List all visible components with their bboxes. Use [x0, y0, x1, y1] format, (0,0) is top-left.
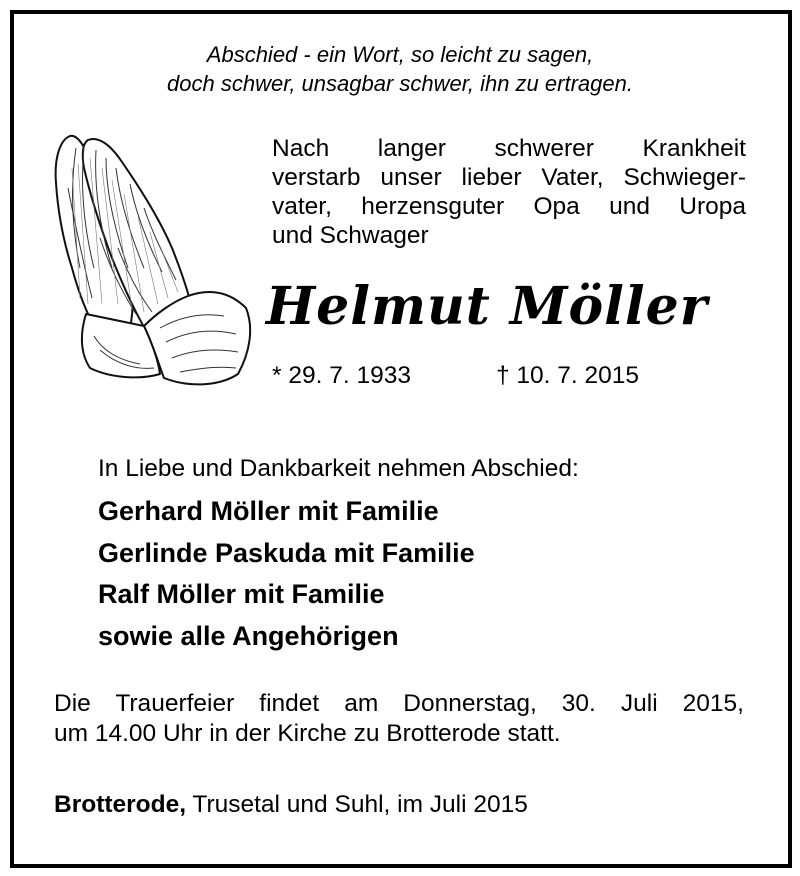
motto-line-2: doch schwer, unsagbar schwer, ihn zu ertragen. [167, 71, 633, 96]
motto-line-1: Abschied - ein Wort, so leicht zu sagen, [206, 42, 594, 67]
mourners-heading: In Liebe und Dankbarkeit nehmen Abschied: [98, 455, 579, 482]
service-line-2: um 14.00 Uhr in der Kirche zu Brotterode statt. [54, 720, 561, 747]
place-town: Brotterode, [54, 791, 187, 818]
intro-line-2: verstarb unser lieber Vater, Schwieger- [272, 164, 746, 191]
mourner-name: sowie alle Angehörigen [98, 620, 399, 651]
mourner-name: Ralf Möller mit Familie [98, 579, 385, 609]
motto-verse [0, 40, 800, 98]
mourner-name: Gerhard Möller mit Familie [98, 496, 439, 526]
mourner-name: Gerlinde Paskuda mit Familie [98, 537, 475, 568]
mourners-list [98, 491, 475, 657]
intro-line-1: Nach langer schwerer Krankheit [272, 135, 746, 162]
place-and-date [54, 791, 528, 819]
intro-text [272, 134, 746, 250]
funeral-service-text [54, 689, 744, 749]
service-line-1: Die Trauerfeier findet am Donnerstag, 30. Juli 2015, [54, 690, 744, 717]
death-date: † 10. 7. 2015 [496, 362, 640, 389]
place-rest: Trusetal und Suhl, im Juli 2015 [186, 791, 528, 818]
birth-date: * 29. 7. 1933 [272, 362, 411, 389]
praying-hands-icon [40, 128, 270, 393]
intro-line-4: und Schwager [272, 222, 429, 249]
intro-line-3: vater, herzensguter Opa und Uropa [272, 193, 746, 220]
deceased-name: Helmut Möller [266, 276, 709, 337]
